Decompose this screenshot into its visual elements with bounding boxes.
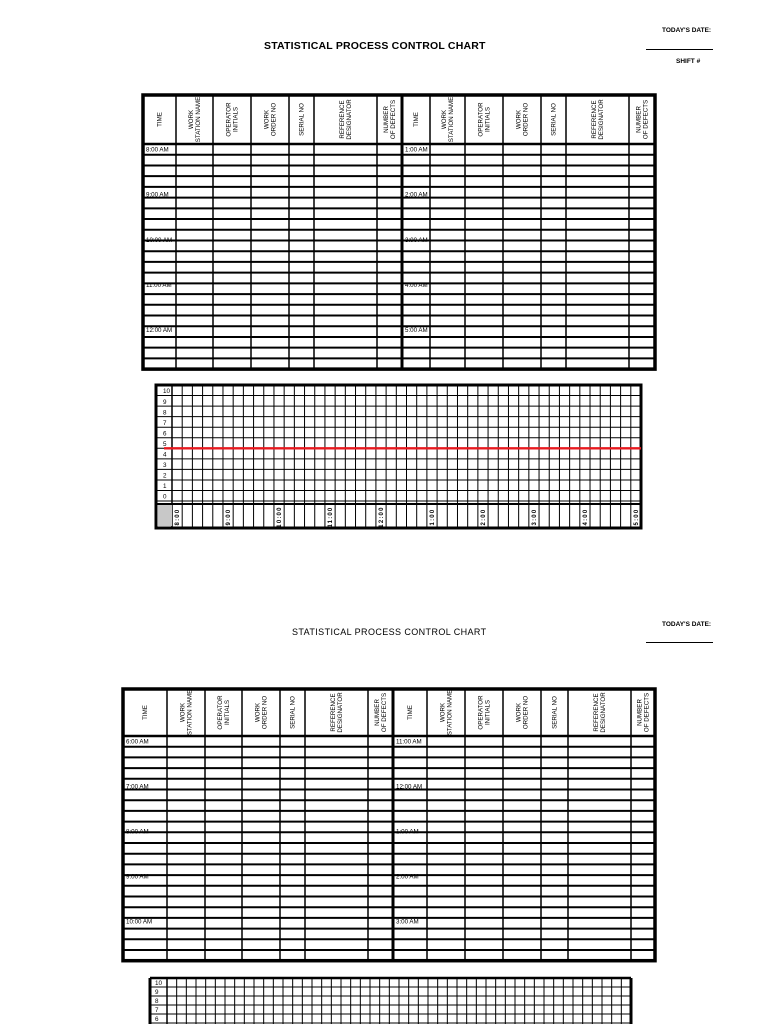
time-label-left: 6:00 AM	[126, 738, 149, 746]
time-label-right: 3:00 AM	[396, 918, 419, 926]
column-header-right-1: TIME	[407, 705, 415, 720]
x-tick-label: 12:00	[379, 506, 386, 528]
column-header-right-7: NUMBEROF DEFECTS	[636, 692, 651, 733]
column-header-left-7: NUMBEROF DEFECTS	[383, 99, 398, 140]
x-tick-label: 3:00	[531, 508, 538, 526]
x-tick-label: 10:00	[277, 506, 284, 528]
form2-title: STATISTICAL PROCESS CONTROL CHART	[292, 627, 487, 637]
y-tick-label: 7	[155, 1007, 159, 1015]
time-label-left: 12:00 AM	[146, 326, 173, 334]
x-tick-label: 4:00	[582, 508, 589, 526]
time-label-left: 9:00 AM	[126, 873, 149, 881]
y-tick-label: 3	[163, 462, 167, 470]
column-header-left-5: SERIAL NO	[298, 103, 306, 136]
x-tick-label: 9:00	[226, 508, 233, 526]
time-label-right: 11:00 AM	[396, 738, 422, 746]
y-tick-label: 0	[163, 493, 167, 501]
column-header-right-4: WORKORDER NO	[515, 102, 530, 137]
form1-date-label: TODAY'S DATE:	[662, 27, 712, 34]
y-tick-label: 10	[163, 388, 171, 396]
time-label-right: 2:00 AM	[405, 191, 428, 199]
column-header-left-2: WORKSTATION NAME	[188, 96, 203, 143]
y-tick-label: 7	[163, 419, 167, 427]
y-tick-label: 1	[163, 483, 167, 491]
x-tick-label: 8:00	[175, 508, 182, 526]
column-header-right-4: WORKORDER NO	[515, 695, 530, 730]
column-header-right-6: REFERENCEDESIGNATOR	[593, 692, 608, 733]
time-label-right: 4:00 AM	[405, 281, 428, 289]
time-label-left: 9:00 AM	[146, 191, 169, 199]
y-tick-label: 2	[163, 472, 167, 480]
column-header-right-3: OPERATORINITIALS	[477, 695, 492, 730]
time-label-right: 1:00 AM	[396, 828, 419, 836]
y-tick-label: 6	[163, 430, 167, 438]
column-header-right-6: REFERENCEDESIGNATOR	[591, 99, 606, 140]
column-header-right-5: SERIAL NO	[551, 696, 559, 729]
column-header-left-6: REFERENCEDESIGNATOR	[339, 99, 354, 140]
column-header-right-2: WORKSTATION NAME	[441, 96, 456, 143]
form1-title: STATISTICAL PROCESS CONTROL CHART	[264, 40, 486, 52]
column-header-left-4: WORKORDER NO	[254, 695, 269, 730]
column-header-right-2: WORKSTATION NAME	[439, 689, 454, 736]
column-header-left-4: WORKORDER NO	[263, 102, 278, 137]
x-tick-label: 1:00	[429, 508, 436, 526]
form2-date-label: TODAY'S DATE:	[662, 621, 712, 628]
time-label-right: 1:00 AM	[405, 146, 428, 154]
y-tick-label: 8	[155, 998, 159, 1006]
y-tick-label: 8	[163, 409, 167, 417]
column-header-left-1: TIME	[156, 112, 164, 127]
x-tick-label: 11:00	[328, 506, 335, 528]
column-header-left-2: WORKSTATION NAME	[179, 689, 194, 736]
time-label-right: 12:00 AM	[396, 783, 423, 791]
time-label-right: 3:00 AM	[405, 236, 428, 244]
time-label-left: 10:00 AM	[126, 918, 153, 926]
column-header-left-7: NUMBEROF DEFECTS	[374, 692, 389, 733]
time-label-left: 8:00 AM	[126, 828, 149, 836]
column-header-right-3: OPERATORINITIALS	[477, 102, 492, 137]
form1-shift-label: SHIFT #	[676, 58, 701, 65]
time-label-left: 8:00 AM	[146, 146, 169, 154]
column-header-left-3: OPERATORINITIALS	[225, 102, 240, 137]
time-label-left: 11:00 AM	[146, 281, 172, 289]
y-tick-label: 9	[163, 398, 167, 406]
y-tick-label: 4	[163, 451, 167, 459]
column-header-right-7: NUMBEROF DEFECTS	[635, 99, 650, 140]
y-tick-label: 6	[155, 1016, 159, 1024]
x-tick-label: 2:00	[480, 508, 487, 526]
column-header-left-3: OPERATORINITIALS	[217, 695, 232, 730]
column-header-left-5: SERIAL NO	[289, 696, 297, 729]
column-header-right-5: SERIAL NO	[550, 103, 558, 136]
column-header-left-1: TIME	[142, 705, 150, 720]
time-label-left: 7:00 AM	[126, 783, 149, 791]
column-header-right-1: TIME	[413, 112, 421, 127]
time-label-left: 10:00 AM	[146, 236, 173, 244]
time-label-right: 2:00 AM	[396, 873, 419, 881]
y-tick-label: 5	[163, 440, 167, 448]
column-header-left-6: REFERENCEDESIGNATOR	[330, 692, 345, 733]
time-label-right: 5:00 AM	[405, 326, 428, 334]
y-tick-label: 9	[155, 989, 159, 997]
y-tick-label: 10	[155, 980, 163, 988]
x-tick-label: 5:00	[633, 508, 640, 526]
